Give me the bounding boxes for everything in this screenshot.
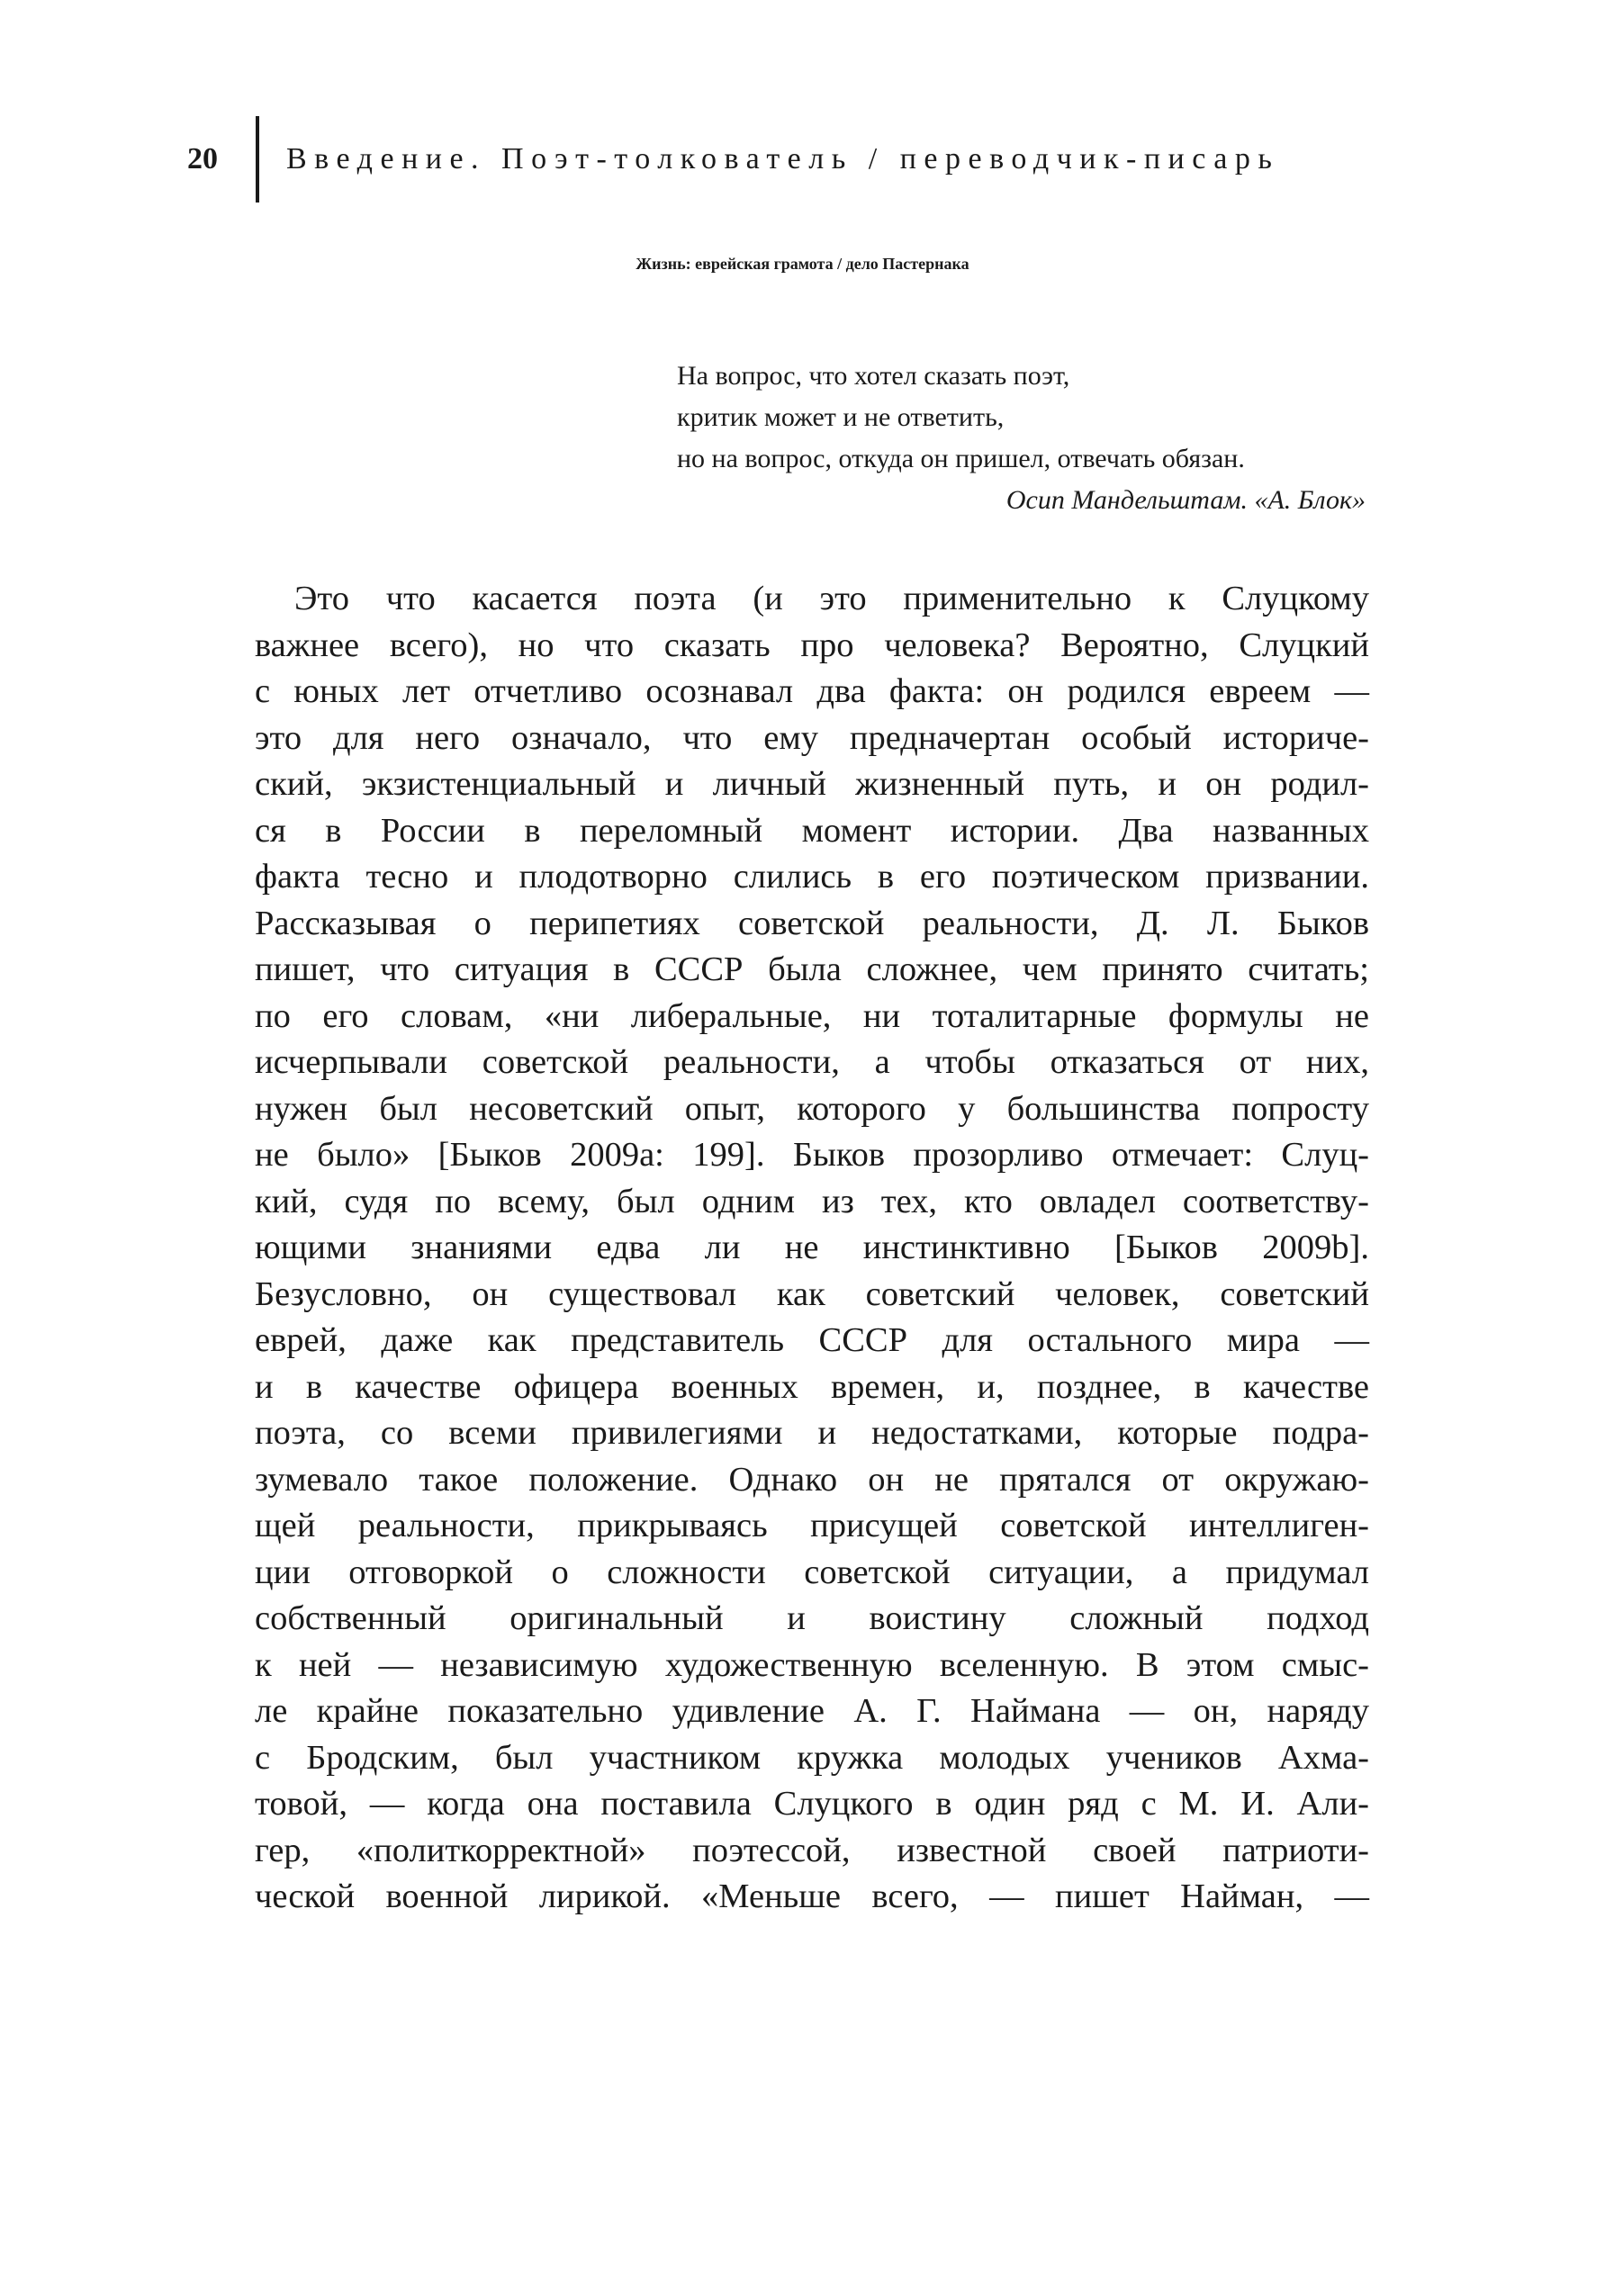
body-line: Рассказывая о перипетиях советской реальности, Д. Л. Быков — [255, 904, 1369, 942]
epigraph — [677, 356, 1370, 521]
body-line: собственный оригинальный и воистину сложный подход — [255, 1599, 1369, 1637]
body-line: еврей, даже как представитель СССР для остального мира — — [255, 1321, 1369, 1359]
body-line: товой, — когда она поставила Слуцкого в один ряд с М. И. Али- — [255, 1785, 1369, 1823]
body-line: исчерпывали советской реальности, а чтобы отказаться от них, — [255, 1043, 1369, 1081]
body-line: к ней — независимую художественную вселенную. В этом смыс- — [255, 1645, 1369, 1684]
epigraph-line: критик может и не ответить, — [677, 402, 1005, 432]
body-line: кий, судя по всему, был одним из тех, кто овладел соответству- — [255, 1182, 1369, 1220]
body-line: важнее всего), но что сказать про человека? Вероятно, Слуцкий — [255, 626, 1369, 664]
body-line: ческой военной лирикой. «Меньше всего, — пишет Найман, — — [255, 1877, 1369, 1915]
body-line: и в качестве офицера военных времен, и, позднее, в качестве — [255, 1367, 1369, 1406]
body-line: Безусловно, он существовал как советский человек, советский — [255, 1274, 1369, 1313]
running-title: Введение. Поэт-толкователь / переводчик-писарь — [286, 142, 1280, 176]
body-line: ле крайне показательно удивление А. Г. Наймана — он, наряду — [255, 1692, 1369, 1730]
body-line: ский, экзистенциальный и личный жизненный путь, и он родил- — [255, 765, 1369, 803]
body-line: с Бродским, был участником кружка молодых учеников Ахма- — [255, 1738, 1369, 1777]
body-line: гер, «политкорректной» поэтессой, известной своей патриоти- — [255, 1831, 1369, 1869]
body-line: с юных лет отчетливо осознавал два факта: он родился евреем — — [255, 672, 1369, 710]
running-head — [187, 128, 1279, 191]
body-line: нужен был несоветский опыт, которого у большинства попросту — [255, 1089, 1369, 1128]
epigraph-line: На вопрос, что хотел сказать поэт, — [677, 361, 1070, 391]
header-divider — [256, 116, 259, 203]
body-line: зумевало такое положение. Однако он не прятался от окружаю- — [255, 1460, 1369, 1499]
body-line: ющими знаниями едва ли не инстинктивно [Быков 2009b]. — [255, 1229, 1369, 1266]
body-line: ся в России в переломный момент истории. Два названных — [255, 811, 1369, 850]
body-line: это для него означало, что ему предначертан особый историче- — [255, 718, 1369, 757]
section-title: Жизнь: еврейская грамота / дело Пастернака — [636, 255, 969, 273]
body-line: не было» [Быков 2009а: 199]. Быков прозорливо отмечает: Слуц- — [255, 1136, 1369, 1174]
epigraph-line: но на вопрос, откуда он пришел, отвечать обязан. — [677, 444, 1245, 473]
body-line: факта тесно и плодотворно слились в его поэтическом призвании. — [255, 858, 1369, 896]
body-line: поэта, со всеми привилегиями и недостатками, которые подра- — [255, 1414, 1369, 1452]
epigraph-attribution: Осип Мандельштам. «А. Блок» — [1005, 485, 1366, 515]
page-number: 20 — [187, 142, 218, 176]
body-paragraph — [255, 576, 1369, 1921]
body-line: Это что касается поэта (и это применительно к Слуцкому — [294, 580, 1369, 617]
body-line: щей реальности, прикрываясь присущей советской интеллиген- — [255, 1507, 1369, 1544]
body-line: ции отговоркой о сложности советской ситуации, а придумал — [255, 1553, 1369, 1591]
body-line: пишет, что ситуация в СССР была сложнее, чем принято считать; — [255, 950, 1369, 988]
body-line: по его словам, «ни либеральные, ни тоталитарные формулы не — [255, 996, 1369, 1035]
